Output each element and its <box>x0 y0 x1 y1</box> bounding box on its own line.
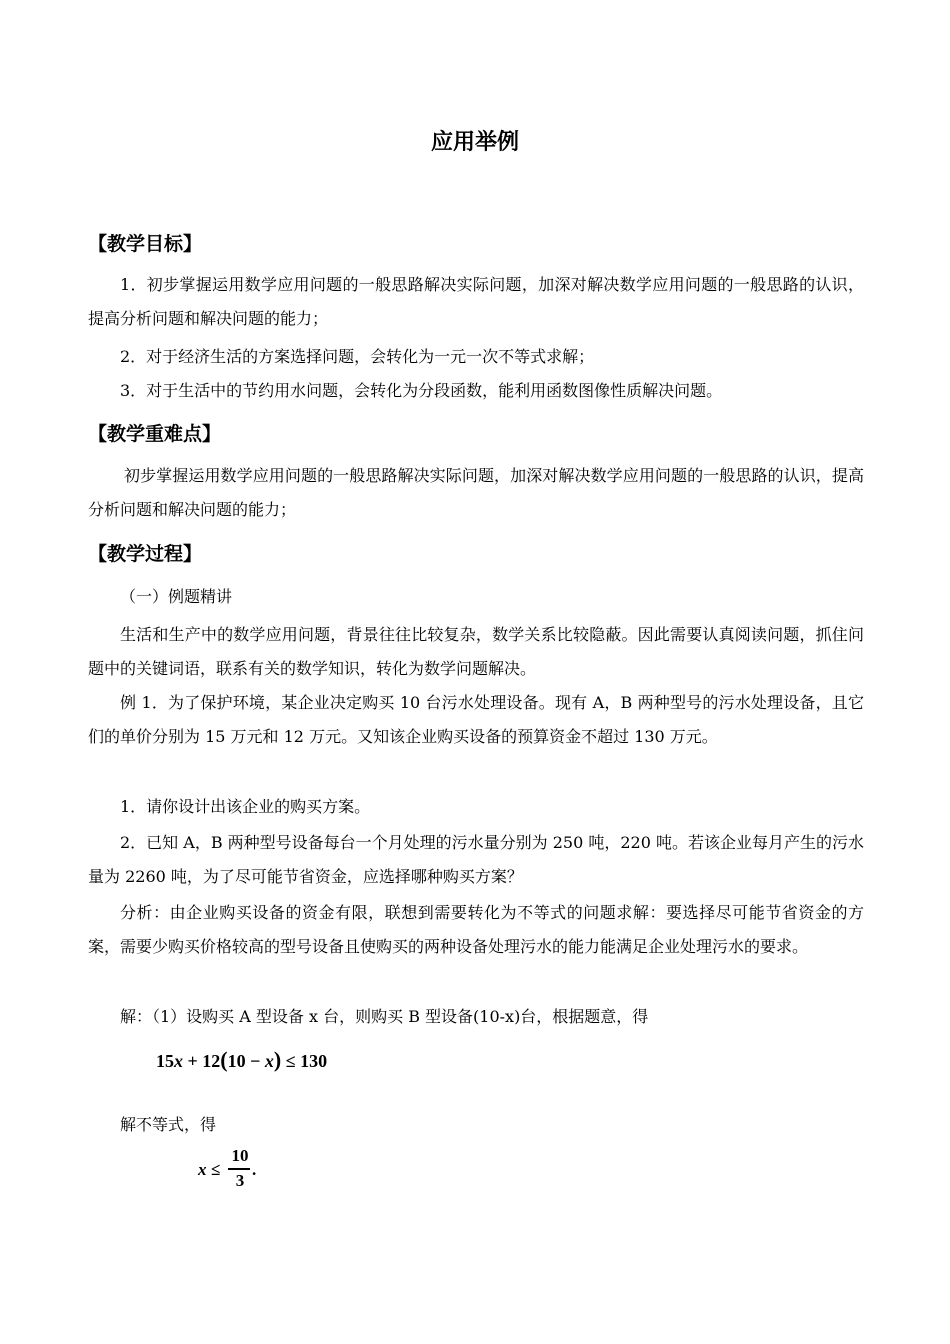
inequality-formula <box>156 1048 327 1073</box>
goal-item-3: 3．对于生活中的节约用水问题，会转化为分段函数，能利用函数图像性质解决问题。 <box>120 381 723 400</box>
inequality-coef-12: 12 <box>202 1051 221 1071</box>
example-1: 例 1．为了保护环境，某企业决定购买 10 台污水处理设备。现有 A，B 两种型号的污水处理设备，且它们的单价分别为 15 万元和 12 万元。又知该企业购买设备的预算资金不超过 130 万元。 <box>88 693 864 746</box>
result-numerator: 10 <box>231 1146 249 1165</box>
page-title: 应用举例 <box>430 130 519 155</box>
solve-text: 解不等式，得 <box>120 1115 217 1134</box>
result-formula <box>198 1146 268 1194</box>
goal-item-2: 2．对于经济生活的方案选择问题，会转化为一元一次不等式求解； <box>120 347 595 366</box>
inequality-relation: ≤ <box>281 1051 301 1071</box>
result-lhs: x ≤ <box>198 1160 221 1179</box>
subheading-examples: （一）例题精讲 <box>120 587 233 606</box>
result-period: . <box>252 1160 257 1179</box>
process-heading: 【教学过程】 <box>88 543 203 565</box>
inequality-const-10: 10 <box>227 1051 246 1071</box>
result-denominator: 3 <box>235 1171 245 1190</box>
inequality-rhs: 130 <box>300 1051 328 1071</box>
solution-paragraph: 解：（1）设购买 A 型设备 x 台，则购买 B 型设备(10-x)台，根据题意，得 <box>120 1007 649 1026</box>
inequality-close-paren: ) <box>273 1047 282 1072</box>
intro-paragraph: 生活和生产中的数学应用问题，背景往往比较复杂，数学关系比较隐蔽。因此需要认真阅读问题，抓住问题中的关键词语，联系有关的数学知识，转化为数学问题解决。 <box>88 625 864 678</box>
inequality-coef-15: 15 <box>156 1051 174 1071</box>
inequality-var-x2: x <box>264 1051 274 1071</box>
question-2: 2．已知 A，B 两种型号设备每台一个月处理的污水量分别为 250 吨，220 吨。若该企业每月产生的污水量为 2260 吨，为了尽可能节省资金，应选择哪种购买方案？ <box>88 833 865 886</box>
goal-item-1: 1．初步掌握运用数学应用问题的一般思路解决实际问题，加深对解决数学应用问题的一般思路的认识，提高分析问题和解决问题的能力； <box>88 275 864 328</box>
question-1: 1．请你设计出该企业的购买方案。 <box>120 797 371 816</box>
fraction-bar <box>228 1168 250 1170</box>
inequality-var-x: x <box>174 1051 183 1071</box>
goals-heading: 【教学目标】 <box>88 233 203 255</box>
inequality-minus: − <box>245 1051 265 1071</box>
analysis-paragraph: 分析：由企业购买设备的资金有限，联想到需要转化为不等式的问题求解：要选择尽可能节省资金的方案，需要少购买价格较高的型号设备且使购买的两种设备处理污水的能力能满足企业处理污水的要求。 <box>88 903 864 956</box>
key-points-heading: 【教学重难点】 <box>88 423 222 445</box>
inequality-plus: + <box>183 1051 203 1071</box>
key-points-text: 初步掌握运用数学应用问题的一般思路解决实际问题，加深对解决数学应用问题的一般思路的认识，提高分析问题和解决问题的能力； <box>88 466 864 519</box>
inequality-open-paren: ( <box>220 1047 228 1072</box>
